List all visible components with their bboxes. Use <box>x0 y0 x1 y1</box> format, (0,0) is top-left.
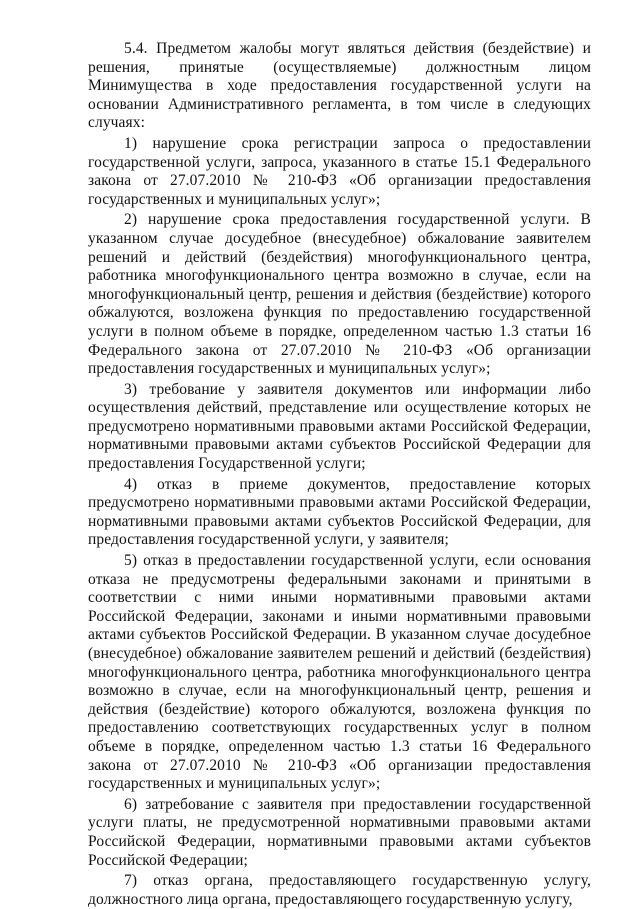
paragraph-item-4: 4) отказ в приеме документов, предоставление которых предусмотрено нормативными правовыми актами Российской Федерации, нормативными правовыми актами субъектов Российской Федерации, для предоставления государственной услуги, у заявителя; <box>88 475 591 549</box>
paragraph-5-4-intro: 5.4. Предметом жалобы могут являться действия (бездействие) и решения, принятые (осуществляемые) должностным лицом Минимущества в ходе предоставления государственной услуги на основании Административного регламента, в том числе в следующих случаях: <box>88 40 591 132</box>
paragraph-item-3: 3) требование у заявителя документов или информации либо осуществления действий, представление или осуществление которых не предусмотрено нормативными правовыми актами Российской Федерации, нормативными правовыми актами субъектов Российской Федерации для предоставления Государственной услуги; <box>88 380 591 473</box>
paragraph-item-1: 1) нарушение срока регистрации запроса о предоставлении государственной услуги, запроса, указанного в статье 15.1 Федерального закона от 27.07.2010 № 210-ФЗ «Об организации предоставления государственных и муниципальных услуг»; <box>88 134 591 208</box>
paragraph-item-6: 6) затребование с заявителя при предоставлении государственной услуги платы, не предусмотренной нормативными правовыми актами Российской Федерации, нормативными правовыми актами субъектов Российской Федерации; <box>88 795 591 869</box>
paragraph-item-7: 7) отказ органа, предоставляющего государственную услугу, должностного лица органа, предоставляющего государственную услугу, <box>88 872 591 908</box>
paragraph-item-2: 2) нарушение срока предоставления государственной услуги. В указанном случае досудебное (внесудебное) обжалование заявителем решений и действий (бездействия) многофункционального центра, работника многофункционального центра возможно в случае, если на многофункциональный центр, решения и действия (бездействие) которого обжалуются, возложена функция по предоставлению государственной услуги в полном объеме в порядке, определенном частью 1.3 статьи 16 Федерального закона от 27.07.2010 № 210-ФЗ «Об организации предоставления государственных и муниципальных услуг»; <box>88 211 591 378</box>
paragraph-item-5: 5) отказ в предоставлении государственной услуги, если основания отказа не предусмотрены федеральными законами и принятыми в соответствии с ними иными нормативными правовыми актами Российской Федерации, законами и иными нормативными правовыми актами субъектов Российской Федерации. В указанном случае досудебное (внесудебное) обжалование заявителем решений и действий (бездействия) многофункционального центра, работника многофункционального центра возможно в случае, если на многофункциональный центр, решения и действия (бездействие) которого обжалуются, возложена функция по предоставлению соответствующих государственных услуг в полном объеме в порядке, определенном частью 1.3 статьи 16 Федерального закона от 27.07.2010 № 210-ФЗ «Об организации предоставления государственных и муниципальных услуг»; <box>88 552 591 793</box>
